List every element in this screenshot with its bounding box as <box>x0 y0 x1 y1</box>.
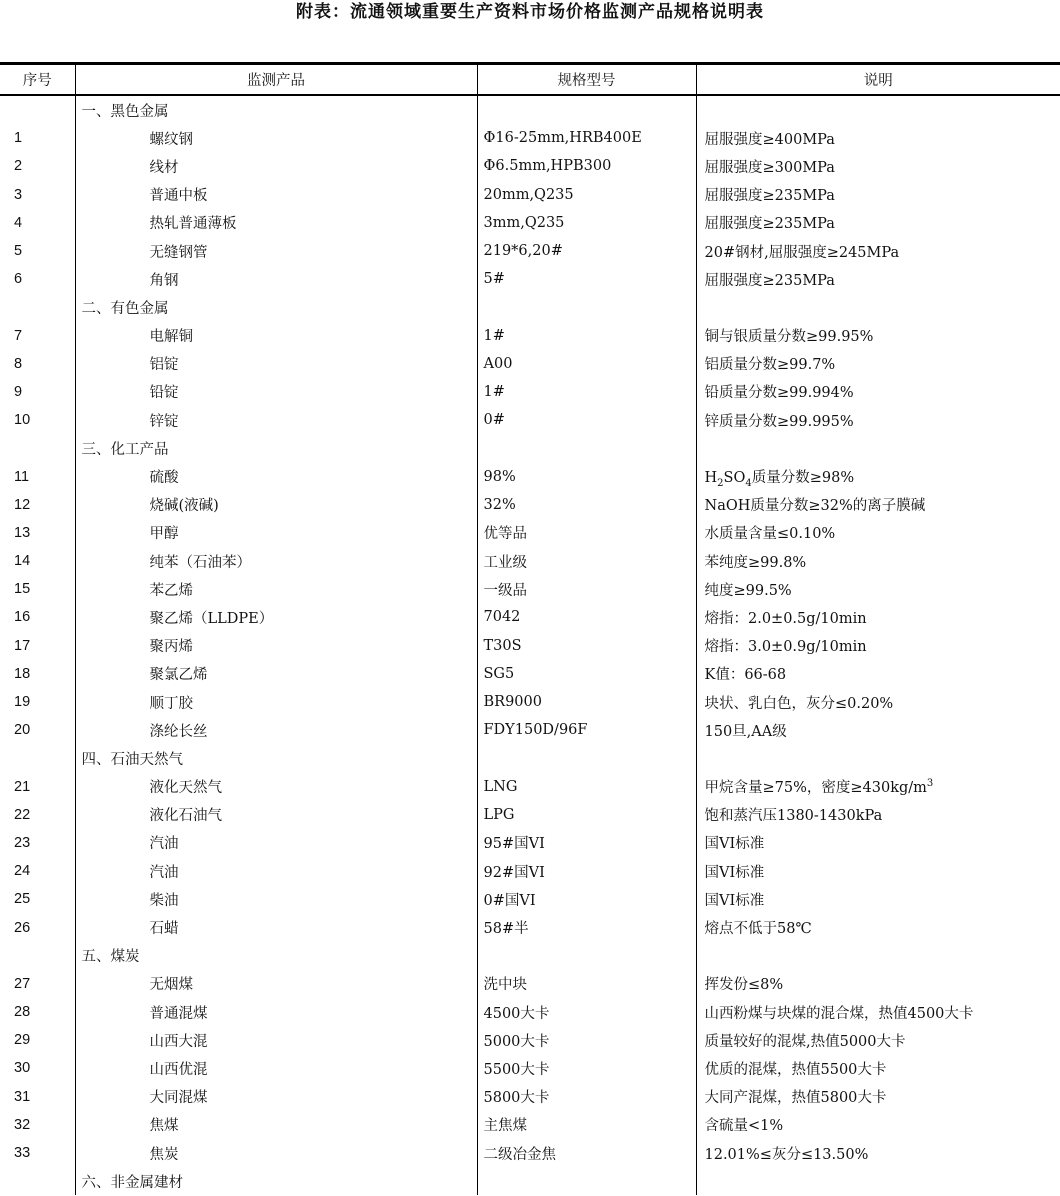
desc-text: 甲烷含量≥75%，密度≥430kg/m <box>704 780 927 797</box>
table-row <box>0 801 1060 829</box>
product-name: 汽油 <box>75 857 477 885</box>
row-number: 16 <box>0 603 75 631</box>
spec-cell: Φ6.5mm,HPB300 <box>477 152 696 180</box>
desc-cell: 大同产混煤，热值5800大卡 <box>704 1090 887 1107</box>
desc-cell: 饱和蒸汽压1380-1430kPa <box>704 808 883 825</box>
row-number <box>0 744 75 772</box>
desc-subscript: 4 <box>745 477 752 489</box>
spec-cell: SG5 <box>477 660 696 688</box>
spec-cell <box>477 744 696 772</box>
spec-cell: 98% <box>477 462 696 490</box>
spec-cell: 0#国VI <box>477 885 696 913</box>
row-number: 10 <box>0 406 75 434</box>
table-row <box>0 237 1060 265</box>
category-row <box>0 434 1060 462</box>
desc-cell: 国VI标准 <box>704 892 765 909</box>
table-row <box>0 209 1060 237</box>
spec-cell: 219*6,20# <box>477 237 696 265</box>
table-row <box>0 970 1060 998</box>
table-row <box>0 1111 1060 1139</box>
desc-cell <box>696 95 1060 124</box>
spec-cell: 5500大卡 <box>477 1054 696 1082</box>
spec-cell <box>477 942 696 970</box>
table-row <box>0 181 1060 209</box>
header-no: 序号 <box>0 64 75 96</box>
table-row <box>0 688 1060 716</box>
table-row <box>0 716 1060 744</box>
desc-cell <box>696 462 1060 490</box>
table-row <box>0 124 1060 152</box>
product-name: 普通混煤 <box>75 998 477 1026</box>
row-number: 19 <box>0 688 75 716</box>
product-name: 顺丁胶 <box>75 688 477 716</box>
product-name: 汽油 <box>75 829 477 857</box>
row-number: 8 <box>0 350 75 378</box>
product-name: 普通中板 <box>75 181 477 209</box>
row-number: 15 <box>0 575 75 603</box>
product-name: 纯苯（石油苯） <box>75 547 477 575</box>
spec-cell: 92#国VI <box>477 857 696 885</box>
spec-cell: 一级品 <box>477 575 696 603</box>
spec-cell: T30S <box>477 632 696 660</box>
table-row <box>0 632 1060 660</box>
table-row <box>0 152 1060 180</box>
table-row <box>0 1026 1060 1054</box>
product-name: 角钢 <box>75 265 477 293</box>
product-name: 焦煤 <box>75 1111 477 1139</box>
desc-cell: 块状、乳白色，灰分≤0.20% <box>704 695 894 712</box>
row-number: 11 <box>0 462 75 490</box>
product-name: 聚氯乙烯 <box>75 660 477 688</box>
category-row <box>0 1167 1060 1195</box>
table-row <box>0 547 1060 575</box>
row-number <box>0 434 75 462</box>
table-row <box>0 773 1060 801</box>
desc-cell <box>696 773 1060 801</box>
desc-cell <box>696 434 1060 462</box>
row-number: 3 <box>0 181 75 209</box>
row-number: 6 <box>0 265 75 293</box>
category-row <box>0 95 1060 124</box>
product-name: 电解铜 <box>75 322 477 350</box>
desc-cell: 铅质量分数≥99.994% <box>704 385 854 402</box>
spec-cell: 二级冶金焦 <box>477 1139 696 1167</box>
row-number: 28 <box>0 998 75 1026</box>
category-label: 四、石油天然气 <box>75 744 477 772</box>
desc-cell: 质量较好的混煤,热值5000大卡 <box>704 1033 906 1050</box>
desc-subscript: 2 <box>717 477 724 489</box>
spec-cell: 95#国VI <box>477 829 696 857</box>
product-name: 无缝钢管 <box>75 237 477 265</box>
spec-table <box>0 62 1060 1195</box>
desc-cell: 屈服强度≥235MPa <box>704 188 835 205</box>
header-desc: 说明 <box>696 64 1060 96</box>
header-product: 监测产品 <box>75 64 477 96</box>
row-number: 9 <box>0 378 75 406</box>
desc-cell: 150旦,AA级 <box>704 723 787 740</box>
table-body <box>0 95 1060 1195</box>
table-row <box>0 491 1060 519</box>
row-number <box>0 942 75 970</box>
desc-cell: 锌质量分数≥99.995% <box>704 413 854 430</box>
category-label: 三、化工产品 <box>75 434 477 462</box>
spec-cell <box>477 1167 696 1195</box>
spec-cell: 工业级 <box>477 547 696 575</box>
desc-cell: 熔指：3.0±0.9g/10min <box>704 639 867 656</box>
spec-cell: 4500大卡 <box>477 998 696 1026</box>
table-row <box>0 575 1060 603</box>
desc-cell: 屈服强度≥235MPa <box>704 216 835 233</box>
row-number: 1 <box>0 124 75 152</box>
desc-cell: 20#钢材,屈服强度≥245MPa <box>704 244 900 261</box>
category-label: 六、非金属建材 <box>75 1167 477 1195</box>
spec-cell: 5800大卡 <box>477 1083 696 1111</box>
row-number: 17 <box>0 632 75 660</box>
desc-cell: 挥发份≤8% <box>704 977 784 994</box>
product-name: 聚丙烯 <box>75 632 477 660</box>
table-row <box>0 1083 1060 1111</box>
row-number: 31 <box>0 1083 75 1111</box>
spec-cell: 主焦煤 <box>477 1111 696 1139</box>
desc-cell: 屈服强度≥235MPa <box>704 272 835 289</box>
row-number: 30 <box>0 1054 75 1082</box>
category-row <box>0 293 1060 321</box>
spec-cell <box>477 434 696 462</box>
product-name: 苯乙烯 <box>75 575 477 603</box>
page-title: 附表：流通领域重要生产资料市场价格监测产品规格说明表 <box>296 2 764 22</box>
desc-cell: 纯度≥99.5% <box>704 582 792 599</box>
desc-cell: 水质量含量≤0.10% <box>704 526 836 543</box>
row-number: 25 <box>0 885 75 913</box>
row-number: 29 <box>0 1026 75 1054</box>
product-name: 硫酸 <box>75 462 477 490</box>
spec-cell: 1# <box>477 322 696 350</box>
desc-cell: 苯纯度≥99.8% <box>704 554 807 571</box>
row-number <box>0 293 75 321</box>
table-row <box>0 829 1060 857</box>
table-header-row <box>0 64 1060 96</box>
desc-cell: 含硫量<1% <box>704 1118 784 1135</box>
desc-text: H <box>704 470 718 487</box>
row-number: 24 <box>0 857 75 885</box>
product-name: 山西优混 <box>75 1054 477 1082</box>
spec-cell: 1# <box>477 378 696 406</box>
product-name: 液化天然气 <box>75 773 477 801</box>
table-row <box>0 660 1060 688</box>
product-name: 甲醇 <box>75 519 477 547</box>
product-name: 液化石油气 <box>75 801 477 829</box>
row-number: 27 <box>0 970 75 998</box>
desc-cell <box>696 293 1060 321</box>
product-name: 柴油 <box>75 885 477 913</box>
table-row <box>0 350 1060 378</box>
header-spec: 规格型号 <box>477 64 696 96</box>
desc-superscript: 3 <box>926 778 934 790</box>
product-name: 无烟煤 <box>75 970 477 998</box>
desc-cell: 屈服强度≥300MPa <box>704 159 835 176</box>
spec-cell: Φ16-25mm,HRB400E <box>477 124 696 152</box>
row-number: 21 <box>0 773 75 801</box>
desc-cell: 熔指：2.0±0.5g/10min <box>704 610 867 627</box>
row-number: 7 <box>0 322 75 350</box>
spec-cell: 0# <box>477 406 696 434</box>
desc-cell: 屈服强度≥400MPa <box>704 131 835 148</box>
product-name: 热轧普通薄板 <box>75 209 477 237</box>
desc-cell <box>696 744 1060 772</box>
row-number: 33 <box>0 1139 75 1167</box>
spec-cell: 3mm,Q235 <box>477 209 696 237</box>
table-row <box>0 603 1060 631</box>
spec-cell <box>477 293 696 321</box>
product-name: 螺纹钢 <box>75 124 477 152</box>
desc-cell: 熔点不低于58℃ <box>704 921 812 938</box>
category-label: 一、黑色金属 <box>75 95 477 124</box>
row-number: 32 <box>0 1111 75 1139</box>
spec-cell: 20mm,Q235 <box>477 181 696 209</box>
spec-cell: LPG <box>477 801 696 829</box>
desc-cell: 铝质量分数≥99.7% <box>704 357 836 374</box>
table-row <box>0 857 1060 885</box>
spec-cell: 洗中块 <box>477 970 696 998</box>
table-row <box>0 885 1060 913</box>
product-name: 山西大混 <box>75 1026 477 1054</box>
product-name: 烧碱(液碱) <box>75 491 477 519</box>
desc-cell: 12.01%≤灰分≤13.50% <box>704 1146 869 1163</box>
product-name: 线材 <box>75 152 477 180</box>
row-number: 13 <box>0 519 75 547</box>
category-row <box>0 744 1060 772</box>
table-row <box>0 913 1060 941</box>
product-name: 石蜡 <box>75 913 477 941</box>
row-number: 20 <box>0 716 75 744</box>
spec-cell: 5# <box>477 265 696 293</box>
row-number <box>0 1167 75 1195</box>
desc-cell: 优质的混煤，热值5500大卡 <box>704 1061 887 1078</box>
desc-cell: 国VI标准 <box>704 836 765 853</box>
spec-cell <box>477 95 696 124</box>
desc-cell <box>696 1167 1060 1195</box>
desc-cell <box>696 942 1060 970</box>
spec-cell: A00 <box>477 350 696 378</box>
desc-cell: K值：66-68 <box>704 667 787 684</box>
category-row <box>0 942 1060 970</box>
table-row <box>0 1139 1060 1167</box>
spec-cell: 优等品 <box>477 519 696 547</box>
product-name: 焦炭 <box>75 1139 477 1167</box>
row-number: 2 <box>0 152 75 180</box>
product-name: 涤纶长丝 <box>75 716 477 744</box>
row-number: 23 <box>0 829 75 857</box>
table-row <box>0 378 1060 406</box>
desc-text: 质量分数≥98% <box>751 470 855 487</box>
table-row <box>0 998 1060 1026</box>
row-number: 26 <box>0 913 75 941</box>
desc-cell: 山西粉煤与块煤的混合煤，热值4500大卡 <box>704 1005 974 1022</box>
row-number: 18 <box>0 660 75 688</box>
spec-cell: FDY150D/96F <box>477 716 696 744</box>
spec-cell: 7042 <box>477 603 696 631</box>
product-name: 锌锭 <box>75 406 477 434</box>
spec-cell: 58#半 <box>477 913 696 941</box>
category-label: 二、有色金属 <box>75 293 477 321</box>
spec-cell: BR9000 <box>477 688 696 716</box>
row-number: 4 <box>0 209 75 237</box>
desc-cell: 国VI标准 <box>704 864 765 881</box>
row-number: 12 <box>0 491 75 519</box>
table-row <box>0 265 1060 293</box>
category-label: 五、煤炭 <box>75 942 477 970</box>
spec-cell: 32% <box>477 491 696 519</box>
table-row <box>0 462 1060 490</box>
row-number: 5 <box>0 237 75 265</box>
table-row <box>0 1054 1060 1082</box>
row-number: 14 <box>0 547 75 575</box>
spec-cell: LNG <box>477 773 696 801</box>
desc-cell: NaOH质量分数≥32%的离子膜碱 <box>704 498 926 515</box>
desc-cell: 铜与银质量分数≥99.95% <box>704 329 874 346</box>
product-name: 聚乙烯（LLDPE） <box>75 603 477 631</box>
spec-cell: 5000大卡 <box>477 1026 696 1054</box>
desc-text: SO <box>723 470 746 487</box>
table-row <box>0 519 1060 547</box>
table-row <box>0 322 1060 350</box>
row-number: 22 <box>0 801 75 829</box>
row-number <box>0 95 75 124</box>
table-row <box>0 406 1060 434</box>
product-name: 大同混煤 <box>75 1083 477 1111</box>
product-name: 铝锭 <box>75 350 477 378</box>
product-name: 铅锭 <box>75 378 477 406</box>
